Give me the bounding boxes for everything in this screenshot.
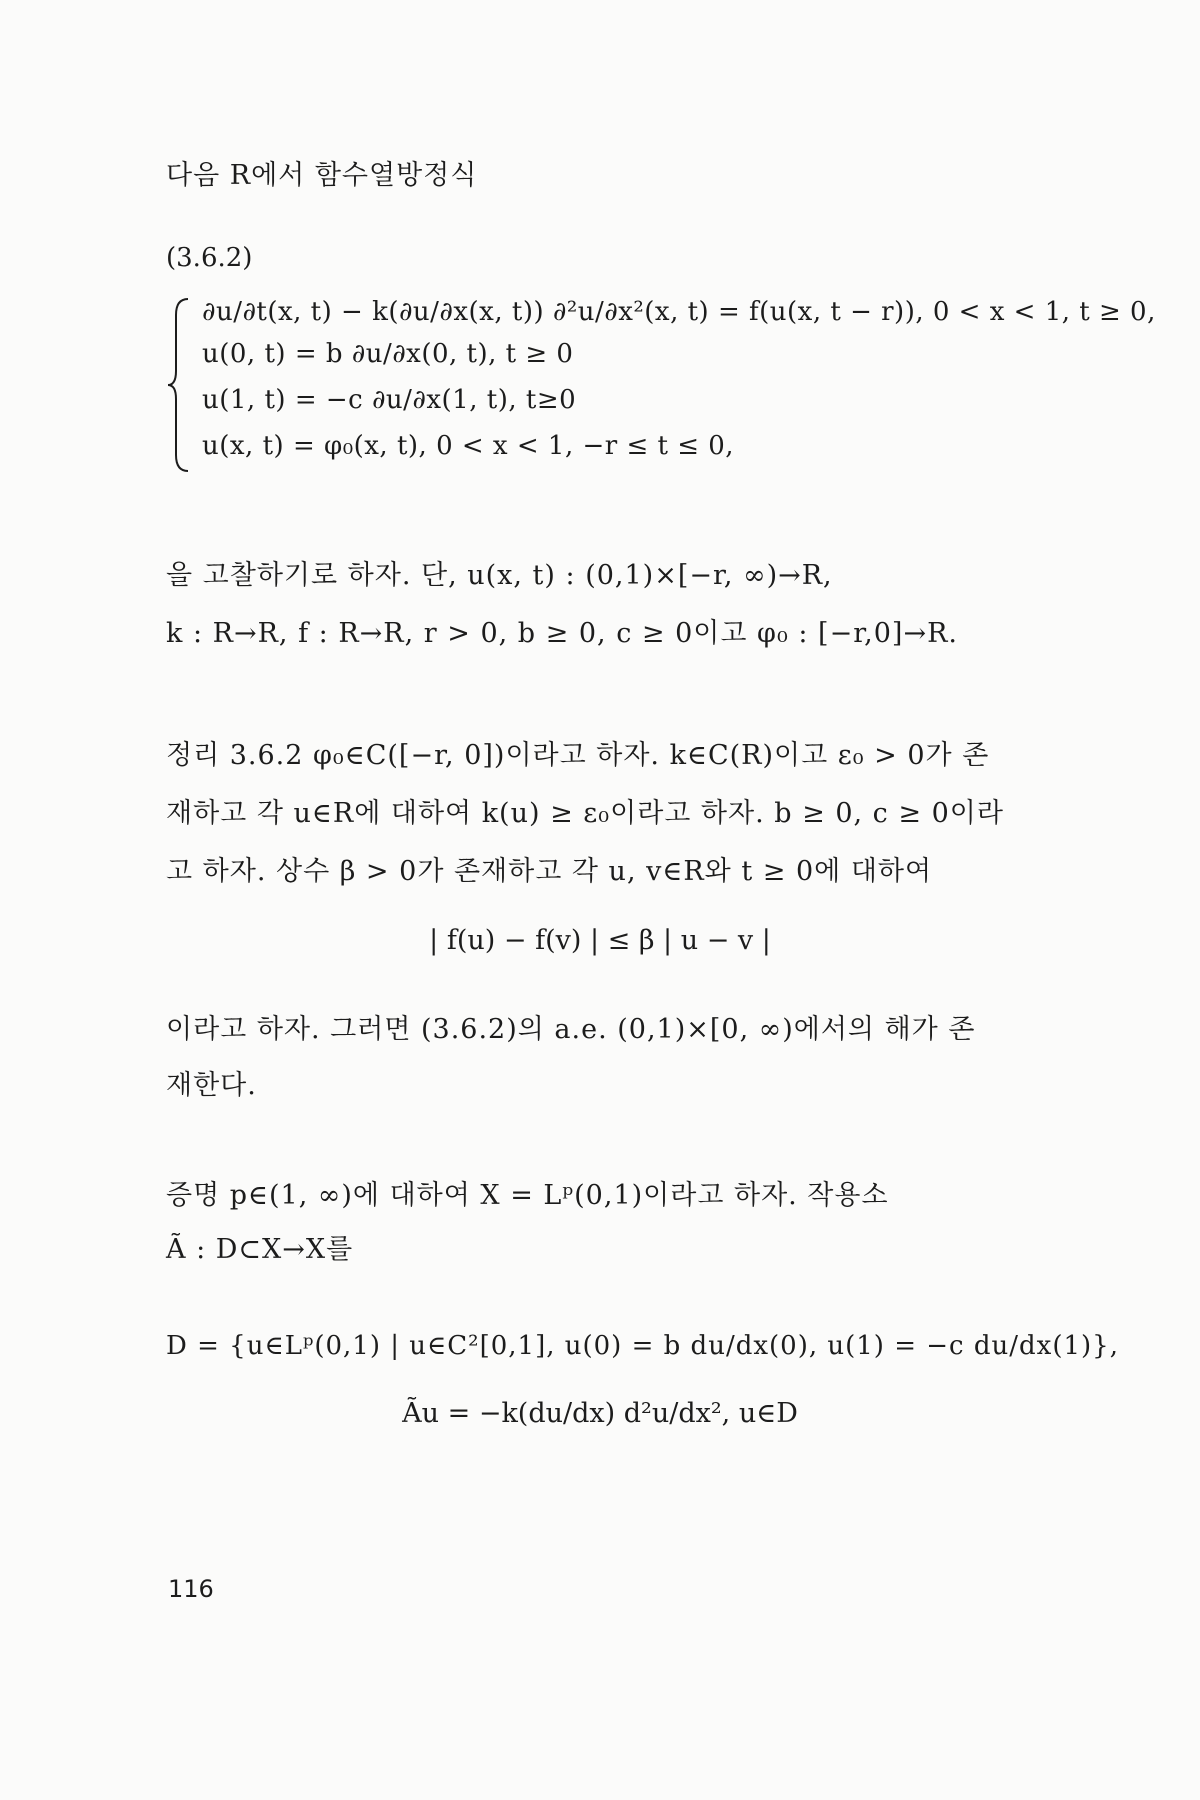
page-number: 116	[168, 1575, 214, 1603]
equation-label: (3.6.2)	[166, 243, 253, 273]
domain-definition: D = {u∈Lᵖ(0,1) | u∈C²[0,1], u(0) = b du/dx(0), u(1) = −c du/dx(1)},	[166, 1331, 1119, 1361]
theorem-line-4: 이라고 하자. 그러면 (3.6.2)의 a.e. (0,1)×[0, ∞)에서의 해가 존	[166, 1014, 976, 1045]
intro-text: 다음 R에서 함수열방정식	[166, 160, 478, 191]
operator-definition: Ãu = −k(du/dx) d²u/dx², u∈D	[402, 1398, 798, 1429]
after-system-line-2: k : R→R, f : R→R, r > 0, b ≥ 0, c ≥ 0이고 φ₀ : [−r,0]→R.	[166, 618, 958, 649]
theorem-line-2: 재하고 각 u∈R에 대하여 k(u) ≥ ε₀이라고 하자. b ≥ 0, c ≥ 0이라	[166, 798, 1004, 829]
proof-line-1: 증명 p∈(1, ∞)에 대하여 X = Lᵖ(0,1)이라고 하자. 작용소	[166, 1180, 889, 1211]
after-system-line-1: 을 고찰하기로 하자. 단, u(x, t) : (0,1)×[−r, ∞)→R,	[166, 560, 833, 591]
theorem-line-3: 고 하자. 상수 β > 0가 존재하고 각 u, v∈R와 t ≥ 0에 대하여	[166, 856, 933, 887]
system-line-4: u(x, t) = φ₀(x, t), 0 < x < 1, −r ≤ t ≤ 0,	[202, 431, 735, 461]
equation-system	[166, 295, 1156, 525]
system-line-3: u(1, t) = −c ∂u/∂x(1, t), t≥0	[202, 385, 577, 415]
system-line-2: u(0, t) = b ∂u/∂x(0, t), t ≥ 0	[202, 339, 574, 369]
proof-line-2: Ã : D⊂X→X를	[166, 1234, 354, 1265]
theorem-line-5: 재한다.	[166, 1070, 257, 1101]
lipschitz-inequality: | f(u) − f(v) | ≤ β | u − v |	[429, 925, 771, 956]
theorem-line-1: 정리 3.6.2 φ₀∈C([−r, 0])이라고 하자. k∈C(R)이고 ε₀ > 0가 존	[166, 740, 990, 771]
system-line-1: ∂u/∂t(x, t) − k(∂u/∂x(x, t)) ∂²u/∂x²(x, t) = f(u(x, t − r)), 0 < x < 1, t ≥ 0,	[202, 297, 1156, 327]
left-brace-icon	[166, 295, 196, 475]
